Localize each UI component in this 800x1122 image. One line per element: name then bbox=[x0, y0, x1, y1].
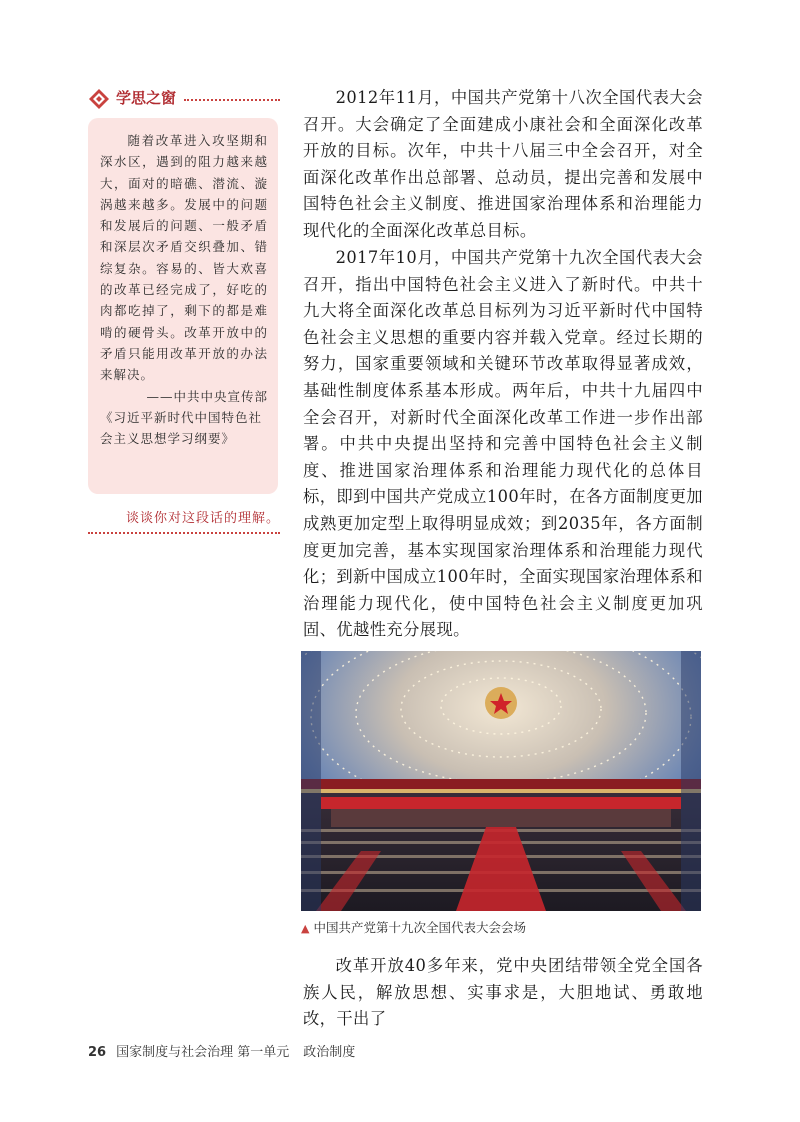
sidebar-quote-source-author: ——中共中央宣传部 bbox=[146, 388, 268, 404]
page-footer bbox=[88, 1041, 355, 1060]
sidebar-title: 学思之窗 bbox=[116, 89, 177, 107]
sidebar-heading bbox=[88, 86, 280, 112]
sidebar-question: 谈谈你对这段话的理解。 bbox=[125, 511, 280, 526]
paragraph-18th-congress: 2012年11月，中国共产党第十八次全国代表大会召开。大会确定了全面建成小康社会和全面深化改革开放的目标。次年，中共十八届三中全会召开，对全面深化改革作出总部署、总动员，提出完善和发展中国特色社会主义制度、推进国家治理体系和治理能力现代化的全面深化改革总目标。 bbox=[303, 88, 703, 240]
unit-label: 第一单元 bbox=[237, 1045, 290, 1060]
congress-hall-photo bbox=[301, 651, 701, 911]
triangle-marker-icon: ▲ bbox=[301, 922, 310, 935]
paragraph-reform-40-years: 改革开放40多年来，党中央团结带领全党全国各族人民，解放思想、实事求是，大胆地试、勇敢地改，干出了 bbox=[303, 956, 703, 1029]
photo-caption-text: 中国共产党第十九次全国代表大会会场 bbox=[313, 920, 526, 935]
sidebar-quote-text: 随着改革进入攻坚期和深水区，遇到的阻力越来越大，面对的暗礁、潜流、漩涡越来越多。发展中的问题和发展后的问题、一般矛盾和深层次矛盾交织叠加、错综复杂。容易的、皆大欢喜的改革已经完成了，好吃的肉都吃掉了，剩下的都是难啃的硬骨头。改革开放中的矛盾只能用改革开放的办法来解决。 bbox=[100, 133, 268, 383]
sidebar-quote-box bbox=[88, 118, 278, 494]
photo-caption bbox=[301, 918, 526, 936]
sidebar-bottom-rule bbox=[88, 532, 280, 534]
unit-title: 政治制度 bbox=[303, 1045, 356, 1060]
book-title: 国家制度与社会治理 bbox=[116, 1045, 234, 1060]
sidebar-heading-rule bbox=[184, 99, 280, 101]
diamond-logo-icon bbox=[88, 88, 110, 110]
paragraph-19th-congress: 2017年10月，中国共产党第十九次全国代表大会召开，指出中国特色社会主义进入了新时代。中共十九大将全面深化改革总目标列为习近平新时代中国特色社会主义思想的重要内容并载入党章。经过长期的努力，国家重要领域和关键环节改革取得显著成效，基础性制度体系基本形成。两年后，中共十九届四中全会召开，对新时代全面深化改革工作进一步作出部署。中共中央提出坚持和完善中国特色社会主义制度、推进国家治理体系和治理能力现代化的总体目标，即到中国共产党成立100年时，在各方面制度更加成熟更加定型上取得明显成效；到2035年，各方面制度更加完善，基本实现国家治理体系和治理能力现代化；到新中国成立100年时，全面实现国家治理体系和治理能力现代化，使中国特色社会主义制度更加巩固、优越性充分展现。 bbox=[303, 248, 703, 640]
sidebar-quote-source-book: 《习近平新时代中国特色社会主义思想学习纲要》 bbox=[100, 409, 263, 447]
page-number: 26 bbox=[88, 1045, 107, 1060]
